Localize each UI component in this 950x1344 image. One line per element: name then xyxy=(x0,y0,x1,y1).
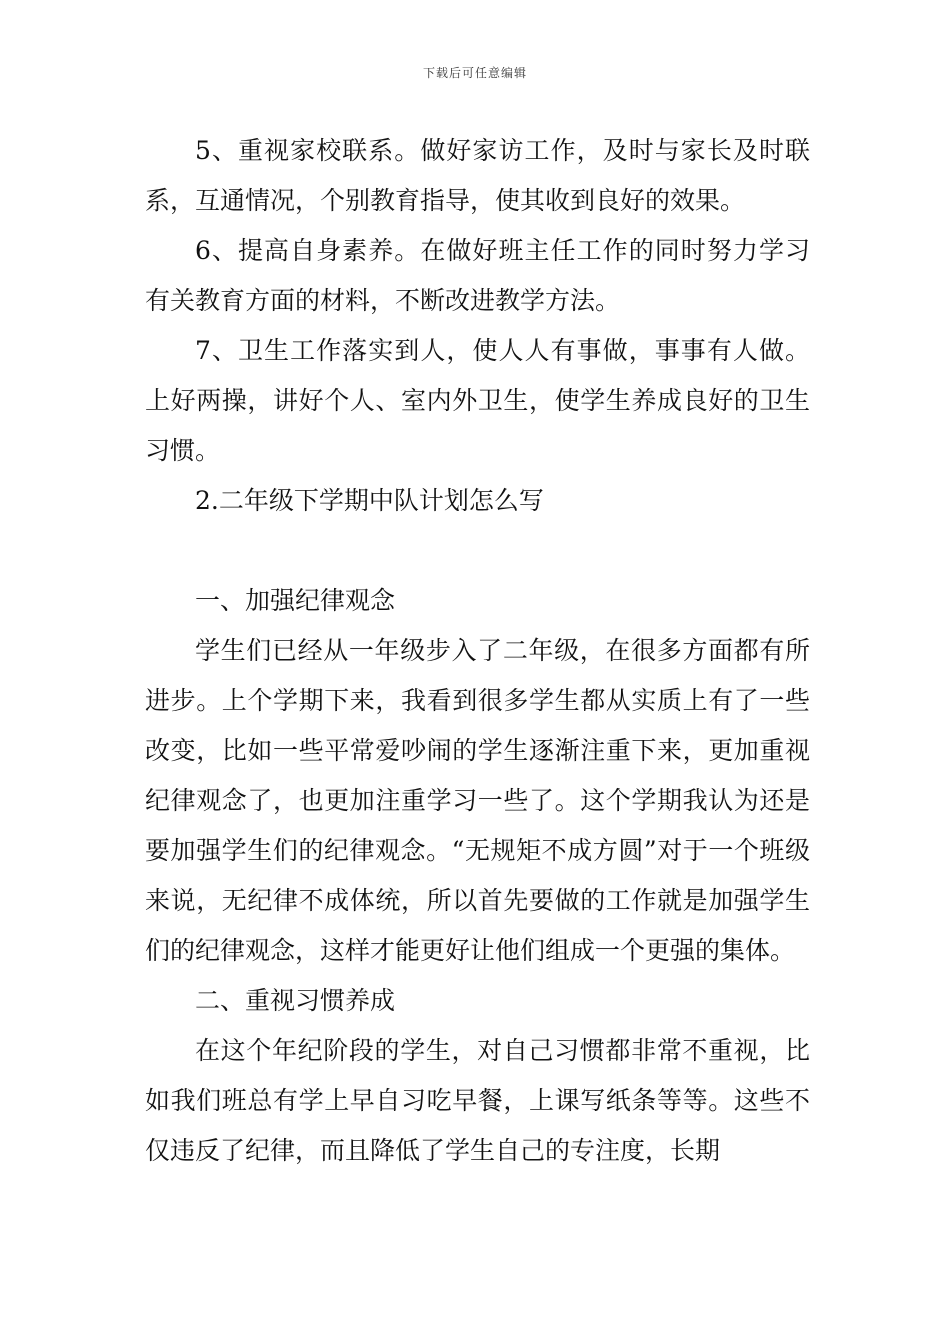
section-title: 2.二年级下学期中队计划怎么写 xyxy=(195,486,544,515)
list-item-5: 5、重视家校联系。做好家访工作，及时与家长及时联系，互通情况，个别教育指导，使其收到良好的效果。 xyxy=(145,136,810,215)
list-item-6: 6、提高自身素养。在做好班主任工作的同时努力学习有关教育方面的材料，不断改进教学方法。 xyxy=(145,236,810,315)
list-item-7: 7、卫生工作落实到人，使人人有事做，事事有人做。上好两操，讲好个人、室内外卫生，使学生养成良好的卫生习惯。 xyxy=(145,336,810,465)
document-body xyxy=(145,126,810,1176)
part2-paragraph: 在这个年纪阶段的学生，对自己习惯都非常不重视，比如我们班总有学上早自习吃早餐，上课写纸条等等。这些不仅违反了纪律，而且降低了学生自己的专注度，长期 xyxy=(145,1036,810,1165)
page-header-note: 下载后可任意编辑 xyxy=(422,66,527,80)
part2-heading: 二、重视习惯养成 xyxy=(195,986,396,1015)
part1-paragraph: 学生们已经从一年级步入了二年级，在很多方面都有所进步。上个学期下来，我看到很多学生都从实质上有了一些改变，比如一些平常爱吵闹的学生逐渐注重下来，更加重视纪律观念了，也更加注重学习一些了。这个学期我认为还是要加强学生们的纪律观念。“无规矩不成方圆”对于一个班级来说，无纪律不成体统，所以首先要做的工作就是加强学生们的纪律观念，这样才能更好让他们组成一个更强的集体。 xyxy=(145,636,810,965)
blank-line xyxy=(145,526,810,576)
part1-heading: 一、加强纪律观念 xyxy=(195,586,396,615)
